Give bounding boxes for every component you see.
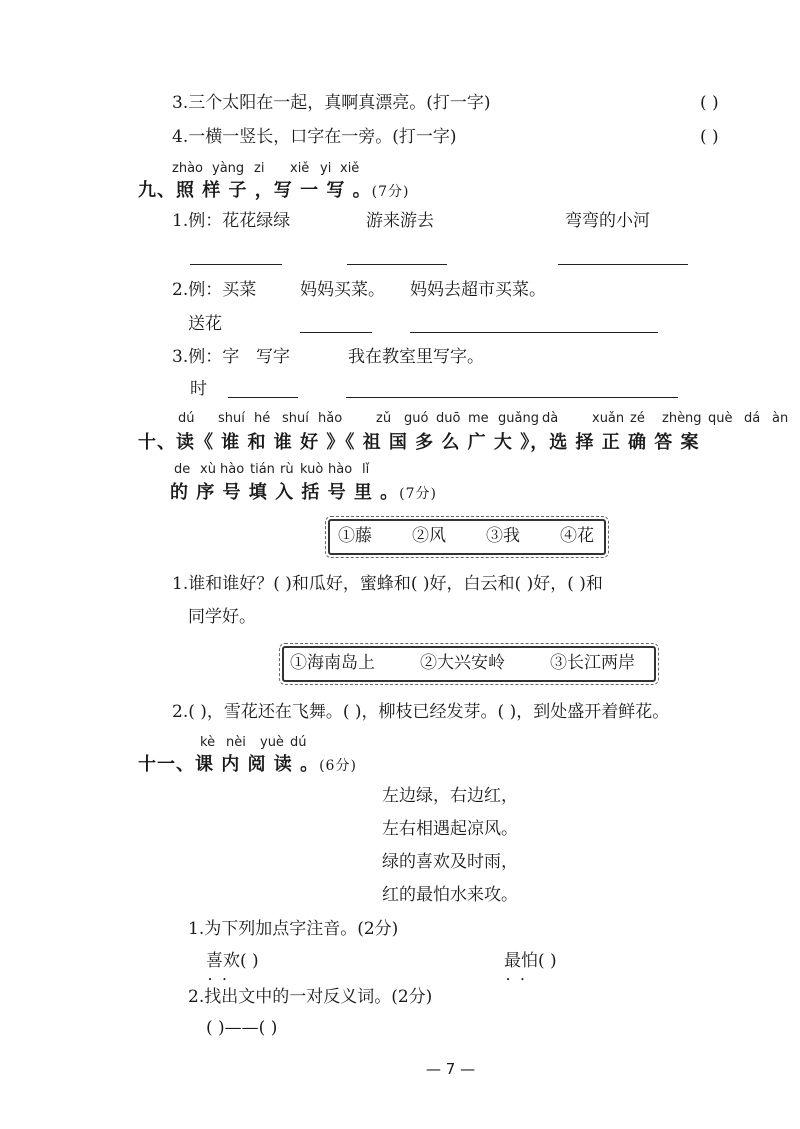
s9-ex1-blank-2[interactable] <box>347 264 447 265</box>
s10-q1-line2: 同学好。 <box>188 607 256 627</box>
pinyin: de <box>174 462 191 477</box>
pinyin: àn <box>772 411 789 426</box>
poem-line-2: 左右相遇起凉风。 <box>382 819 518 839</box>
pinyin: dà <box>542 411 559 426</box>
section10-title-line2 <box>170 478 437 504</box>
pinyin: hào <box>328 462 353 477</box>
s11-q1: 1.为下列加点字注音。(2分) <box>188 919 399 939</box>
s11-q2-blank[interactable]: ( )——( ) <box>206 1018 278 1038</box>
section10-title-line2-text: 的 序 号 填 入 括 号 里 。 <box>170 482 400 503</box>
pinyin: què <box>708 411 733 426</box>
option-1-1: ①藤 <box>338 526 372 546</box>
section9-title-text: 九、照 样 子 ，写 一 写 。 <box>138 180 372 201</box>
pinyin: duō <box>436 411 461 426</box>
s9-ex1-word3: 弯弯的小河 <box>565 211 650 231</box>
pinyin: dú <box>290 735 307 750</box>
s11-q1-word1: 喜欢 • • <box>206 950 240 972</box>
s9-ex1-word2: 游来游去 <box>366 211 434 231</box>
pinyin: xuǎn <box>592 411 625 426</box>
s9-ex1-label: 1.例：花花绿绿 <box>172 211 291 231</box>
riddle-3-answer-blank[interactable]: ( ) <box>700 93 719 113</box>
pinyin: dú <box>178 411 195 426</box>
option-1-3: ③我 <box>486 526 520 546</box>
section11-title <box>138 750 357 776</box>
option-2-2: ②大兴安岭 <box>420 653 505 673</box>
section10-title-line1: 十、读《 谁 和 谁 好 》《 祖 国 多 么 广 大 》，选 择 正 确 答 案 <box>138 432 700 453</box>
s9-ex2-blank-2[interactable] <box>410 332 658 333</box>
pinyin: zhào <box>172 161 203 176</box>
pinyin: nèi <box>226 735 246 750</box>
option-2-3: ③长江两岸 <box>550 653 635 673</box>
s9-ex2-prompt: 送花 <box>188 314 222 334</box>
riddle-4: 4.一横一竖长，口字在一旁。(打一字) <box>172 127 457 147</box>
section10-score: (7分) <box>399 486 437 502</box>
pinyin: lǐ <box>362 462 370 477</box>
s9-ex3-prompt: 时 <box>190 379 207 399</box>
pinyin: xiě <box>340 161 360 176</box>
pinyin: guó <box>404 411 429 426</box>
s11-q1-word2: 最怕 • • <box>504 950 538 972</box>
riddle-3: 3.三个太阳在一起，真啊真漂亮。(打一字) <box>172 93 491 113</box>
s9-ex2-blank-1[interactable] <box>300 332 372 333</box>
s9-ex3-label: 3.例：字 <box>172 347 240 367</box>
poem-line-1: 左边绿，右边红， <box>382 786 518 806</box>
pinyin: kuò <box>300 462 324 477</box>
page-number: — 7 — <box>426 1060 476 1078</box>
pinyin: yàng <box>212 161 245 176</box>
poem-line-3: 绿的喜欢及时雨， <box>382 852 518 872</box>
option-1-4: ④花 <box>560 526 594 546</box>
s9-ex1-blank-3[interactable] <box>558 264 688 265</box>
pinyin: zé <box>630 411 645 426</box>
pinyin: xiě <box>290 161 310 176</box>
riddle-4-answer-blank[interactable]: ( ) <box>700 127 719 147</box>
section9-score: (7分) <box>371 184 410 200</box>
s9-ex3-blank-1[interactable] <box>228 397 298 398</box>
section11-title-text: 十一、课 内 阅 读 。 <box>138 754 320 775</box>
section11-score: (6分) <box>319 758 357 774</box>
s9-ex3-blank-2[interactable] <box>346 397 678 398</box>
s9-ex2-label: 2.例：买菜 <box>172 280 257 300</box>
pinyin: rù <box>280 462 294 477</box>
pinyin: shuí <box>218 411 245 426</box>
pinyin: hé <box>254 411 271 426</box>
s11-q1-item1 <box>206 950 259 972</box>
option-1-2: ②风 <box>412 526 446 546</box>
pinyin: kè <box>200 735 216 750</box>
s9-ex1-blank-1[interactable] <box>190 264 282 265</box>
pinyin: xù <box>200 462 216 477</box>
pinyin: guǎng <box>498 411 539 426</box>
s11-q1-item2 <box>504 950 557 972</box>
pinyin: hào <box>220 462 245 477</box>
pinyin: shuí <box>282 411 309 426</box>
pinyin: tián <box>250 462 275 477</box>
pinyin: hǎo <box>318 411 343 426</box>
poem-line-4: 红的最怕水来攻。 <box>382 885 518 905</box>
s9-ex2-word2: 妈妈买菜。 <box>300 280 385 300</box>
pinyin: zhèng <box>662 411 702 426</box>
pinyin: yi <box>320 161 332 176</box>
pinyin: yuè <box>260 735 284 750</box>
s9-ex2-word3: 妈妈去超市买菜。 <box>410 280 546 300</box>
pinyin: me <box>468 411 489 426</box>
pinyin: dá <box>744 411 761 426</box>
s9-ex3-word2: 写字 <box>256 347 290 367</box>
option-2-1: ①海南岛上 <box>290 653 375 673</box>
pinyin: zǔ <box>376 411 392 426</box>
s11-q1-blank1[interactable]: ( ) <box>240 951 259 971</box>
s9-ex3-word3: 我在教室里写字。 <box>348 347 484 367</box>
s11-q1-blank2[interactable]: ( ) <box>538 951 557 971</box>
s10-q2: 2.( )，雪花还在飞舞。( )，柳枝已经发芽。( )，到处盛开着鲜花。 <box>172 702 670 722</box>
section9-title <box>138 176 409 202</box>
s10-q1-line1: 1.谁和谁好？( )和瓜好，蜜蜂和( )好，白云和( )好，( )和 <box>172 574 603 594</box>
pinyin: zi <box>254 161 265 176</box>
s11-q2: 2.找出文中的一对反义词。(2分) <box>188 987 433 1007</box>
